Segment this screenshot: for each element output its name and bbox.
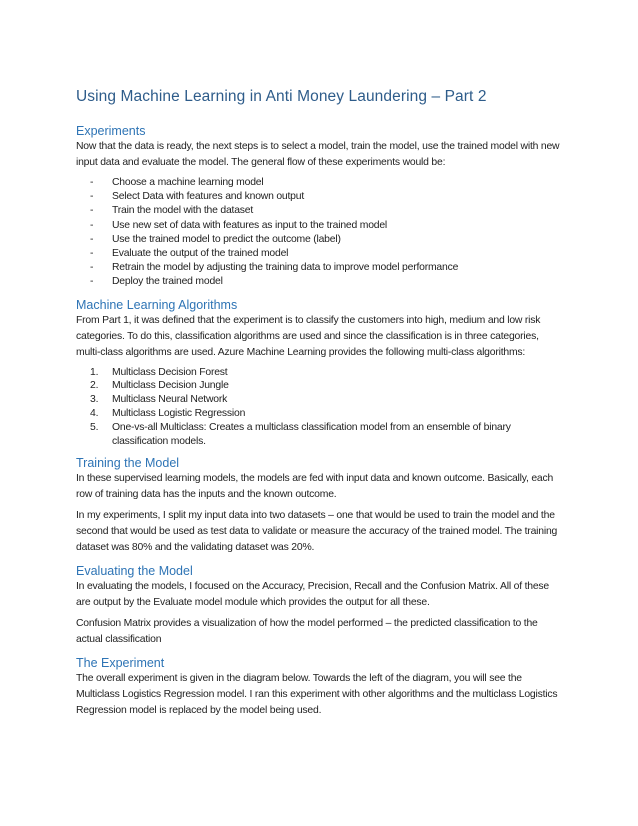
list-item: 4. Multiclass Logistic Regression	[90, 408, 246, 420]
list-item: - Deploy the trained model	[90, 275, 564, 289]
evaluating-paragraph-2: Confusion Matrix provides a visualization of how the model performed – the predicted classification to the actual classification	[76, 618, 538, 646]
experiment-paragraph-1: The overall experiment is given in the diagram below. Towards the left of the diagram, you will see the Multiclass Logistics Regression model. I ran this experiment with other algorithms and the multiclass Logistics Regression model is replaced by the model being used.	[76, 673, 558, 717]
document-page	[76, 88, 564, 724]
list-item: - Select Data with features and known output	[90, 190, 564, 204]
dash-marker: -	[90, 177, 94, 188]
dash-marker: -	[90, 233, 94, 245]
dash-marker: -	[90, 276, 94, 288]
evaluating-heading: Evaluating the Model	[76, 564, 193, 579]
document-title: Using Machine Learning in Anti Money Laundering – Part 2	[76, 88, 487, 105]
experiments-heading: Experiments	[76, 124, 146, 138]
training-heading: Training the Model	[76, 456, 180, 471]
list-item: - Use new set of data with features as input to the trained model	[90, 219, 564, 233]
dash-marker: -	[90, 205, 94, 217]
experiment-steps-list	[76, 176, 564, 290]
training-paragraph-2: In my experiments, I split my input data into two datasets – one that would be used to train the model and the second that would be used as test data to validate or measure the accuracy of the trained model. The training dataset was 80% and the validating dataset was 20%.	[76, 510, 558, 554]
list-item: 1. Multiclass Decision Forest	[90, 366, 228, 378]
evaluating-paragraph-1: In evaluating the models, I focused on the Accuracy, Precision, Recall and the Confusion Matrix. All of these are output by the Evaluate model module which provides the output for all these.	[76, 581, 549, 609]
dash-marker: -	[90, 219, 94, 231]
dash-marker: -	[90, 262, 94, 274]
algorithms-intro: From Part 1, it was defined that the experiment is to classify the customers into high, medium and low risk categories. To do this, classification algorithms are used and since the classification is in three categories, multi-class algorithms are used. Azure Machine Learning provides the following multi-class algorithms:	[76, 314, 541, 358]
list-item: - Choose a machine learning model	[90, 176, 564, 190]
experiments-intro: Now that the data is ready, the next steps is to select a model, train the model, use the trained model with new input data and evaluate the model. The general flow of these experiments would be:	[76, 141, 560, 168]
dash-marker: -	[90, 248, 94, 260]
list-item: - Retrain the model by adjusting the training data to improve model performance	[90, 261, 564, 275]
list-item: 2. Multiclass Decision Jungle	[90, 380, 229, 392]
list-item: - Evaluate the output of the trained model	[90, 247, 564, 261]
experiment-heading: The Experiment	[76, 656, 165, 671]
list-item: - Train the model with the dataset	[90, 204, 564, 218]
list-item: 5. One-vs-all Multiclass: Creates a multiclass classification model from an ensemble of binary classification models.	[90, 421, 511, 447]
list-item: 3. Multiclass Neural Network	[90, 394, 228, 406]
training-paragraph-1: In these supervised learning models, the models are fed with input data and known outcome. Basically, each row of training data has the inputs and the known outcome.	[76, 473, 554, 501]
list-item: - Use the trained model to predict the outcome (label)	[90, 233, 564, 247]
algorithms-heading: Machine Learning Algorithms	[76, 297, 238, 312]
dash-marker: -	[90, 191, 94, 203]
algorithms-list	[76, 366, 564, 449]
